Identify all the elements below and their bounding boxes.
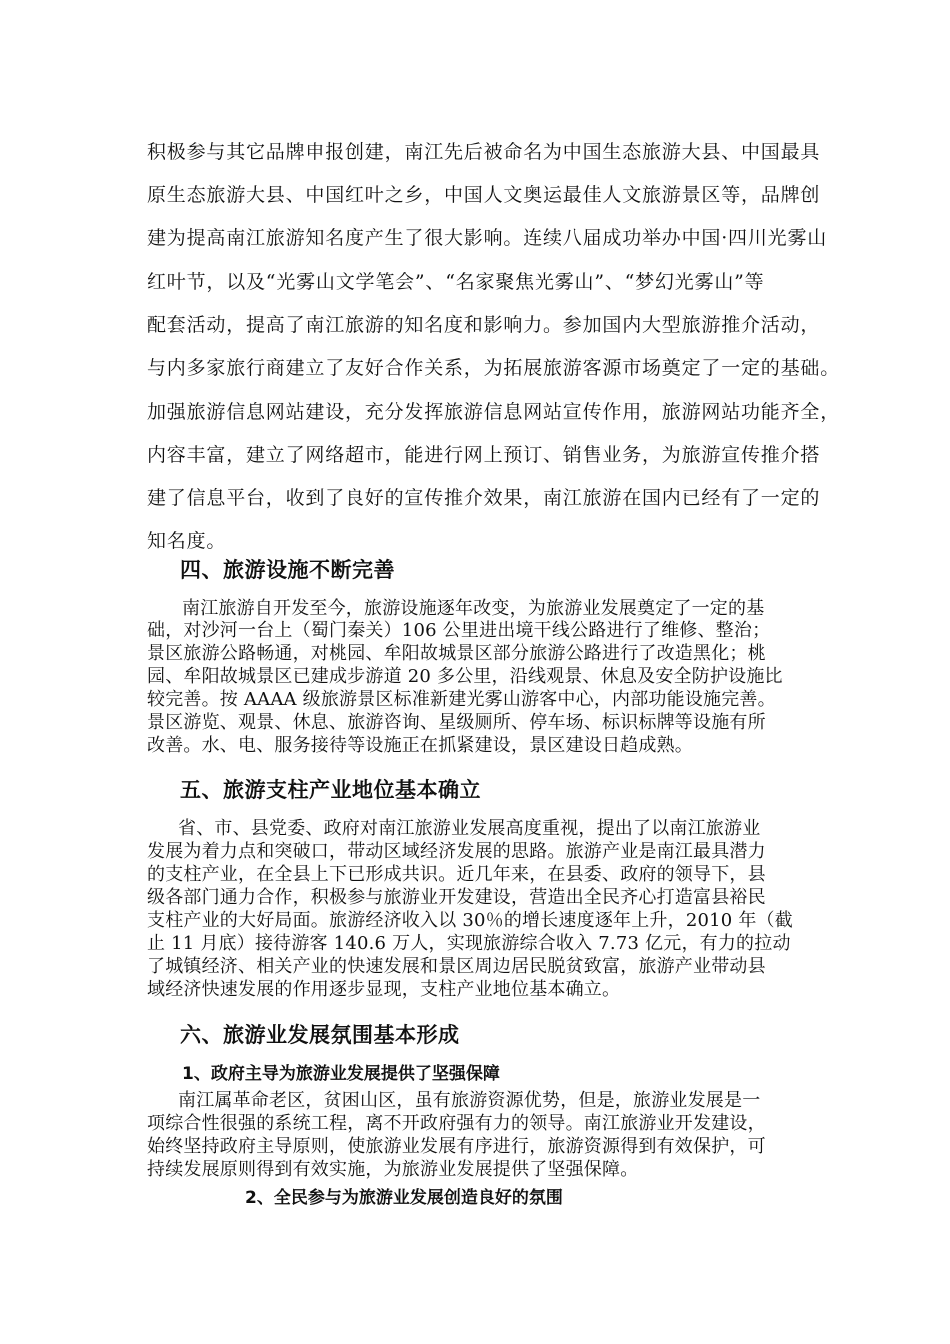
text-line: 项综合性很强的系统工程，离不开政府强有力的领导。南江旅游业开发建设， — [147, 1113, 766, 1134]
text-line: 级各部门通力合作，积极参与旅游业开发建设，营造出全民齐心打造富县裕民 — [147, 887, 766, 908]
text-line: 原生态旅游大县、中国红叶之乡，中国人文奥运最佳人文旅游景区等，品牌创 — [147, 184, 821, 206]
text-line: 较完善。按 AAAA 级旅游景区标准新建光雾山游客中心，内部功能设施完善。 — [147, 689, 776, 710]
text-line: 加强旅游信息网站建设，充分发挥旅游信息网站宣传作用，旅游网站功能齐全， — [147, 401, 841, 423]
subsection-heading-government-led: 1、政府主导为旅游业发展提供了坚强保障 — [182, 1064, 500, 1084]
text-line: 了城镇经济、相关产业的快速发展和景区周边居民脱贫致富，旅游产业带动县 — [147, 956, 766, 977]
text-line: 建了信息平台，收到了良好的宣传推介效果，南江旅游在国内已经有了一定的 — [147, 487, 821, 509]
text-line: 域经济快速发展的作用逐步显现，支柱产业地位基本确立。 — [147, 979, 621, 1000]
text-line: 南江属革命老区，贫困山区，虽有旅游资源优势，但是，旅游业发展是一 — [178, 1090, 761, 1111]
text-line: 景区旅游公路畅通，对桃园、牟阳故城景区部分旅游公路进行了改造黑化；桃 — [147, 643, 766, 664]
text-line: 支柱产业的大好局面。旅游经济收入以 30％的增长速度逐年上升，2010 年（截 — [147, 910, 793, 931]
text-line: 与内多家旅行商建立了友好合作关系，为拓展旅游客源市场奠定了一定的基础。 — [147, 357, 841, 379]
text-line: 础，对沙河一台上（蜀门秦关）106 公里进出境干线公路进行了维修、整治； — [147, 620, 771, 641]
text-line: 红叶节，以及“光雾山文学笔会”、“名家聚焦光雾山”、“梦幻光雾山”等 — [147, 271, 765, 293]
text-line: 改善。水、电、服务接待等设施正在抓紧建设，景区建设日趋成熟。 — [147, 735, 693, 756]
text-line: 持续发展原则得到有效实施，为旅游业发展提供了坚强保障。 — [147, 1159, 639, 1180]
section-heading-atmosphere: 六、旅游业发展氛围基本形成 — [180, 1023, 460, 1047]
text-line: 知名度。 — [147, 530, 227, 552]
text-line: 积极参与其它品牌申报创建，南江先后被命名为中国生态旅游大县、中国最具 — [147, 141, 821, 163]
section-heading-facilities: 四、旅游设施不断完善 — [180, 558, 395, 582]
text-line: 内容丰富，建立了网络超市，能进行网上预订、销售业务，为旅游宣传推介搭 — [147, 444, 821, 466]
text-line: 发展为着力点和突破口，带动区域经济发展的思路。旅游产业是南江最具潜力 — [147, 841, 766, 862]
subsection-heading-public-participation: 2、全民参与为旅游业发展创造良好的氛围 — [245, 1188, 563, 1208]
section-heading-pillar-industry: 五、旅游支柱产业地位基本确立 — [180, 778, 481, 802]
text-line: 省、市、县党委、政府对南江旅游业发展高度重视，提出了以南江旅游业 — [178, 818, 761, 839]
text-line: 景区游览、观景、休息、旅游咨询、星级厕所、停车场、标识标牌等设施有所 — [147, 712, 766, 733]
text-line: 配套活动，提高了南江旅游的知名度和影响力。参加国内大型旅游推介活动， — [147, 314, 821, 336]
text-line: 止 11 月底）接待游客 140.6 万人，实现旅游综合收入 7.73 亿元，有力的拉动 — [147, 933, 791, 954]
text-line: 园、牟阳故城景区已建成步游道 20 多公里，沿线观景、休息及安全防护设施比 — [147, 666, 783, 687]
text-line: 南江旅游自开发至今，旅游设施逐年改变，为旅游业发展奠定了一定的基 — [182, 598, 765, 619]
text-line: 的支柱产业，在全县上下已形成共识。近几年来，在县委、政府的领导下，县 — [147, 864, 766, 885]
text-line: 建为提高南江旅游知名度产生了很大影响。连续八届成功举办中国·四川光雾山 — [147, 227, 828, 249]
text-line: 始终坚持政府主导原则，使旅游业发展有序进行，旅游资源得到有效保护，可 — [147, 1136, 766, 1157]
